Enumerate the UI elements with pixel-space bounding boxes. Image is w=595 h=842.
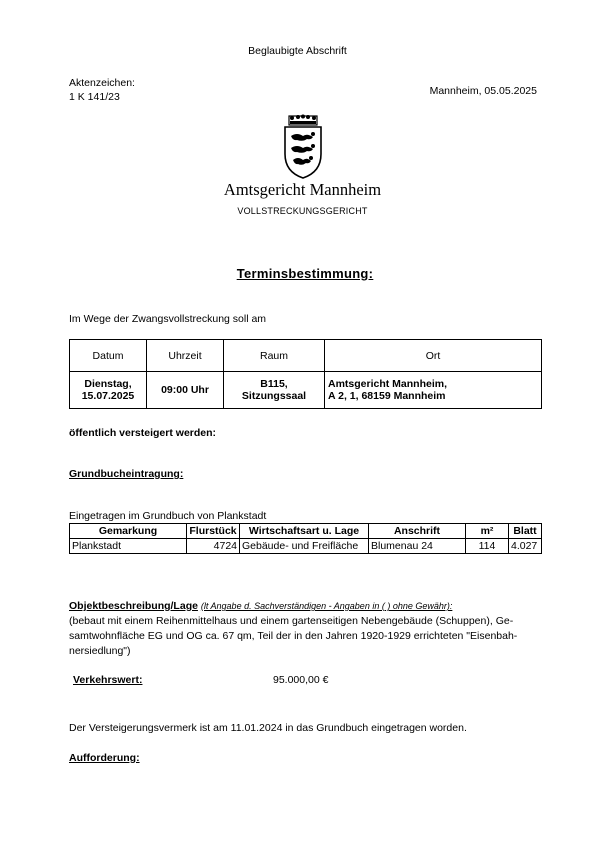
cell-gemarkung: Plankstadt [70, 539, 187, 554]
appointment-table [69, 339, 542, 409]
appointment-date [70, 372, 147, 409]
object-description-line-2: samtwohnfläche EG und OG ca. 67 qm, Teil der in den Jahren 1920-1929 errichteten "Eisenbah- [69, 630, 518, 642]
appointment-header-room: Raum [224, 340, 325, 372]
object-description-line-1: (bebaut mit einem Reihenmittelhaus und einem gartenseitigen Nebengebäude (Schuppen), Ge- [69, 615, 514, 627]
court-name: Amtsgericht Mannheim [223, 180, 382, 199]
certified-copy-note: Beglaubigte Abschrift [248, 45, 347, 57]
request-heading: Aufforderung: [69, 752, 140, 764]
cell-wirtschaftsart: Gebäude- und Freifläche [240, 539, 369, 554]
appointment-header-date: Datum [70, 340, 147, 372]
column-blatt: Blatt [509, 524, 542, 539]
file-number-label: Aktenzeichen: [69, 77, 135, 89]
column-gemarkung: Gemarkung [70, 524, 187, 539]
appointment-room-name: Sitzungssaal [241, 390, 307, 402]
coat-of-arms-emblem [279, 114, 327, 180]
appointment-place-court: Amtsgericht Mannheim, [328, 378, 448, 390]
appointment-place-address: A 2, 1, 68159 Mannheim [328, 390, 446, 402]
file-number: 1 K 141/23 [69, 91, 120, 103]
appointment-header-place: Ort [325, 340, 542, 372]
column-flurstueck: Flurstück [187, 524, 240, 539]
land-register-heading: Grundbucheintragung: [69, 468, 184, 480]
appointment-date-weekday: Dienstag, [84, 378, 132, 390]
cell-anschrift: Blumenau 24 [369, 539, 466, 554]
auction-statement: öffentlich versteigert werden: [69, 427, 217, 439]
appointment-room-number: B115, [260, 378, 288, 390]
object-heading-note: (lt Angabe d. Sachverständigen - Angaben in ( ) ohne Gewähr): [200, 601, 453, 611]
table-row [70, 539, 542, 554]
cell-blatt: 4.027 [509, 539, 542, 554]
land-register-location: Eingetragen im Grundbuch von Plankstadt [69, 510, 267, 522]
appointment-header-time: Uhrzeit [147, 340, 224, 372]
column-wirtschaftsart: Wirtschaftsart u. Lage [240, 524, 369, 539]
appointment-date-value: 15.07.2025 [81, 390, 135, 402]
document-title: Terminsbestimmung: [236, 266, 374, 281]
object-heading: Objektbeschreibung/Lage [69, 600, 198, 612]
market-value-amount: 95.000,00 € [273, 674, 329, 686]
place-date: Mannheim, 05.05.2025 [429, 85, 537, 97]
column-anschrift: Anschrift [369, 524, 466, 539]
object-heading-line [69, 600, 452, 612]
land-register-table [69, 523, 542, 554]
cell-m2: 114 [466, 539, 509, 554]
market-value-label: Verkehrswert: [73, 674, 143, 686]
court-division: VOLLSTRECKUNGSGERICHT [237, 206, 368, 216]
object-description-line-3: nersiedlung") [69, 645, 131, 657]
appointment-room [224, 372, 325, 409]
cell-flurstueck: 4724 [187, 539, 240, 554]
appointment-place [325, 372, 542, 409]
column-m2: m² [466, 524, 509, 539]
registration-note: Der Versteigerungsvermerk ist am 11.01.2024 in das Grundbuch eingetragen worden. [69, 722, 467, 734]
appointment-time: 09:00 Uhr [147, 372, 224, 409]
intro-text: Im Wege der Zwangsvollstreckung soll am [69, 313, 267, 325]
